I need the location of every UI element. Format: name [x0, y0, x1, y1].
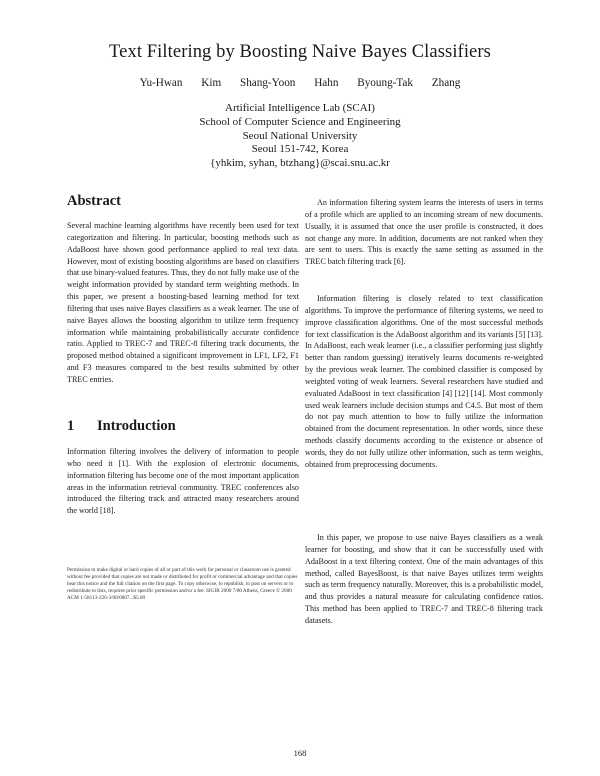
paper-title: Text Filtering by Boosting Naive Bayes Classifiers [109, 42, 491, 62]
affiliation-email: {yhkim, syhan, btzhang}@scai.snu.ac.kr [210, 157, 390, 170]
affiliation-school: School of Computer Science and Engineering [199, 115, 401, 128]
abstract-heading: Abstract [67, 193, 121, 209]
author-list: Yu-Hwan Kim Shang-Yoon Hahn Byoung-Tak Zhang [139, 77, 461, 89]
intro-paragraph-4: In this paper, we propose to use naive Bayes classifiers as a weak learner for boosting, and show that it can be successfully used with AdaBoost in a text filtering context. One of the main advantages of this method, called BayesBoost, is that naive Bayes utilizes term weights such as term frequency naturally. Moreover, this is a probabilistic model, and thus provides a natural measure for calculating confidence ratios. This method has been applied to TREC-7 and TREC-8 filtering track datasets. [305, 533, 543, 625]
affiliation-university: Seoul National University [242, 129, 358, 142]
affiliation-lab: Artificial Intelligence Lab (SCAI) [225, 102, 375, 114]
intro-paragraph-3: Information filtering is closely related to text classification algorithms. To improve the performance of filtering systems, we need to improve classification algorithms. One of the most successful methods for text classification is the AdaBoost algorithm and its variants [5] [13]. In AdaBoost, each weak learner (i.e., a classifier performing just slightly better than random guessing) iteratively learns documents re-weighted by the previous weak learner. The combined classifier is composed by weighted voting of weak learners. Several researchers have studied and evaluated AdaBoost in text classification [4] [12] [14]. Most commonly used weak learners include decision stumps and C4.5. But most of them do not pay much attention to how to fully utilize the information obtained from the document representation. In other words, since these methods classify documents according to the existence or absence of words, they do not fully utilize other information, such as term weights, obtained from preprocessing documents. [305, 294, 543, 469]
intro-paragraph-2: An information filtering system learns the interests of users in terms of a profile which are applied to an incoming stream of new documents. Usually, it is assumed that once the user profile is constructed, it does not change any more. In addition, documents are not ranked when they are sent to users. This is exactly the same setting as assumed in the TREC batch filtering track [6]. [305, 198, 543, 267]
affiliation-address: Seoul 151-742, Korea [251, 143, 349, 156]
section-number: 1 [67, 418, 75, 434]
page-number: 168 [293, 748, 307, 758]
copyright-footnote: Permission to make digital or hard copies of all or part of this work for personal or classroom use is granted without fee provided that copies are not made or distributed for profit or commercial advantage and that copies bear this notice and the full citation on the first page. To copy otherwise, to republish, to post on servers or to redistribute to lists, requires prior specific permission and/or a fee. SIGIR 2000 7/00 Athens, Greece © 2000 ACM 1-58113-226-3/00/0007...$5.00 [67, 567, 298, 601]
affiliation-block [0, 102, 600, 171]
introduction-heading [67, 418, 176, 435]
section-title: Introduction [97, 418, 176, 434]
abstract-text: Several machine learning algorithms have recently been used for text categorization and filtering. In particular, boosting methods such as AdaBoost have shown good performance applied to real text data. However, most of existing boosting algorithms are based on classifiers that use binary-valued features. Thus, they do not fully make use of the weight information provided by standard term weighting methods. In this paper, we present a boosting-based learning method for text filtering that uses naive Bayes classifiers as a weak learner. The use of naive Bayes allows the boosting algorithm to utilize term frequency information while maintaining probabilistically accurate confidence ratio. Applied to TREC-7 and TREC-8 filtering track documents, the proposed method obtained a significant improvement in LF1, LF2, F1 and F3 measures compared to the best results submitted by other TREC entries. [67, 221, 299, 384]
introduction-text: Information filtering involves the delivery of information to people who need it [1]. With the explosion of electronic documents, information filtering has become one of the most important application areas in the information retrieval community. TREC conferences also introduced the filtering track and attracted many researchers around the world [18]. [67, 447, 299, 516]
